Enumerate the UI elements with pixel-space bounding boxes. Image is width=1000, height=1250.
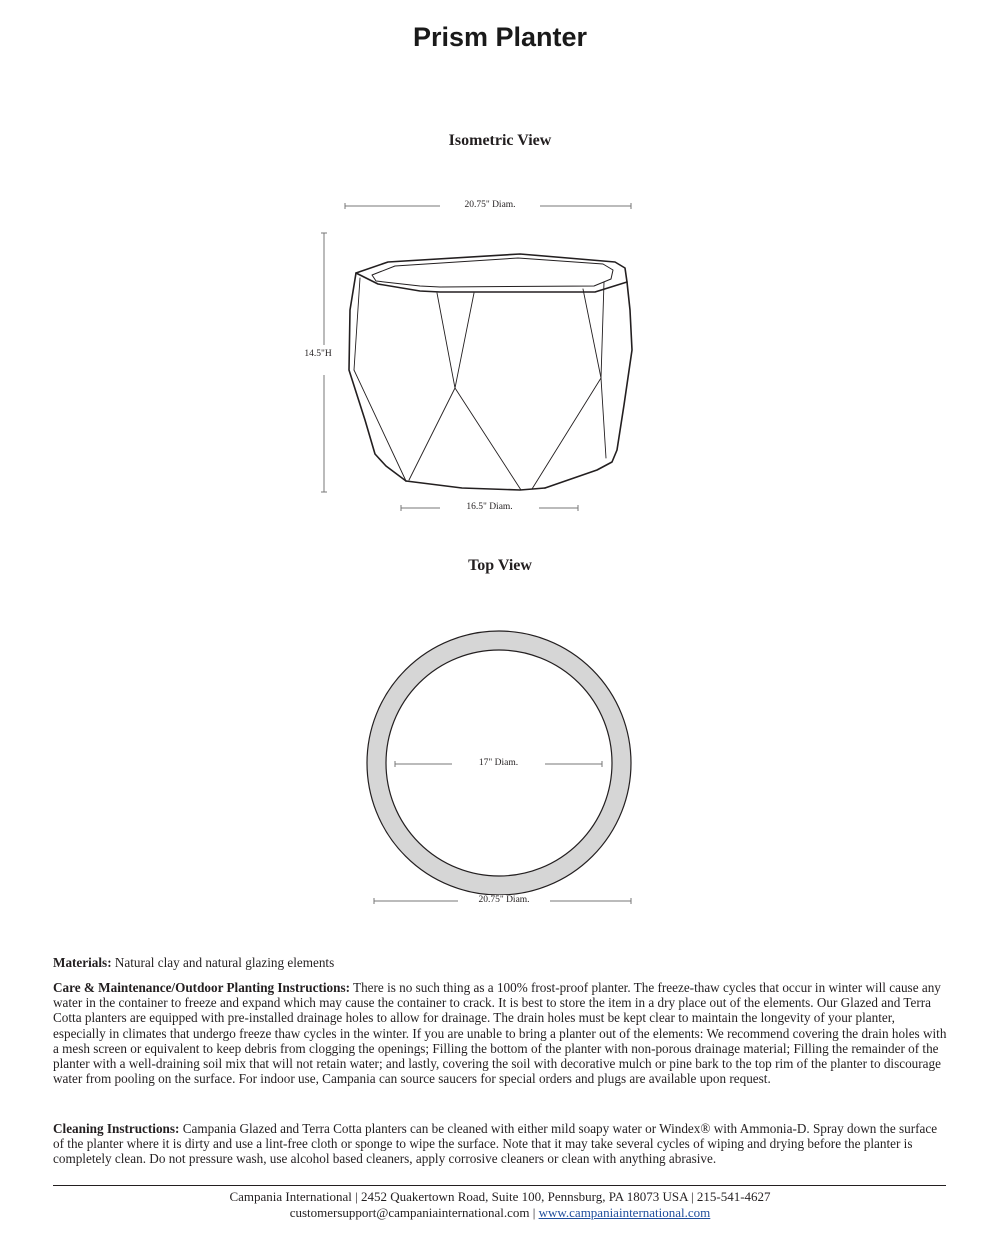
footer-divider <box>53 1185 946 1186</box>
outer-diameter-label: 20.75" Diam. <box>458 895 550 905</box>
footer-address: Campania International | 2452 Quakertown Road, Suite 100, Pennsburg, PA 18073 USA | 215-541-4627 <box>229 1189 771 1204</box>
materials-paragraph <box>53 955 948 970</box>
isometric-view-heading: Isometric View <box>448 132 552 149</box>
height-dimension-line <box>321 233 327 492</box>
cleaning-paragraph <box>53 1121 948 1167</box>
care-text: There is no such thing as a 100% frost-proof planter. The freeze-thaw cycles that occur in winter will cause any water in the container to freeze and expand which may cause the container to crack. It is best to store the item in a dry place out of the elements. Our Glazed and Terra Cotta planters are equipped with pre-installed drainage holes to allow for drainage. The drain holes must be kept clear to maintain the longevity of your planter, especially in climates that undergo freeze thaw cycles in the winter. If you are unable to bring a planter out of the elements: We recommend covering the drain holes with a mesh screen or equivalent to keep debris from clogging the openings; Filling the bottom of the planter with non-porous drainage material; Filling the remainder of the planter with a well-draining soil mix that will not retain water; and lastly, covering the soil with decorative mulch or pine bark to the top rim of the planter to discourage water from pooling on the surface. For indoor use, Campania can source saucers for special orders and plugs are available upon request. <box>53 980 947 1087</box>
planter-isometric-outline <box>349 254 632 490</box>
top-diameter-label: 20.75" Diam. <box>440 200 540 210</box>
footer-website-link[interactable]: www.campaniainternational.com <box>538 1205 711 1220</box>
height-label: 14.5"H <box>304 349 332 359</box>
care-paragraph <box>53 980 948 1086</box>
cleaning-text: Campania Glazed and Terra Cotta planters can be cleaned with either mild soapy water or Windex® with Ammonia-D. Spray down the surface of the planter where it is dirty and use a lint-free cloth or sponge to wipe the surface. Note that it may take several cycles of wiping and drying before the planter is completely clean. Do not pressure wash, use alcohol based cleaners, apply corrosive cleaners or clean with anything abrasive. <box>53 1121 938 1167</box>
page-title: Prism Planter <box>412 22 588 52</box>
materials-label: Materials: <box>53 955 112 970</box>
materials-text: Natural clay and natural glazing elements <box>111 955 335 970</box>
inner-diameter-label: 17" Diam. <box>452 758 545 768</box>
top-view-heading: Top View <box>468 557 532 574</box>
footer-separator: | <box>529 1205 539 1220</box>
cleaning-label: Cleaning Instructions: <box>53 1121 180 1136</box>
care-label: Care & Maintenance/Outdoor Planting Instructions: <box>53 980 350 995</box>
base-diameter-label: 16.5" Diam. <box>440 502 539 512</box>
footer-email[interactable]: customersupport@campaniainternational.com <box>289 1205 530 1220</box>
footer-contact <box>0 1205 1000 1221</box>
